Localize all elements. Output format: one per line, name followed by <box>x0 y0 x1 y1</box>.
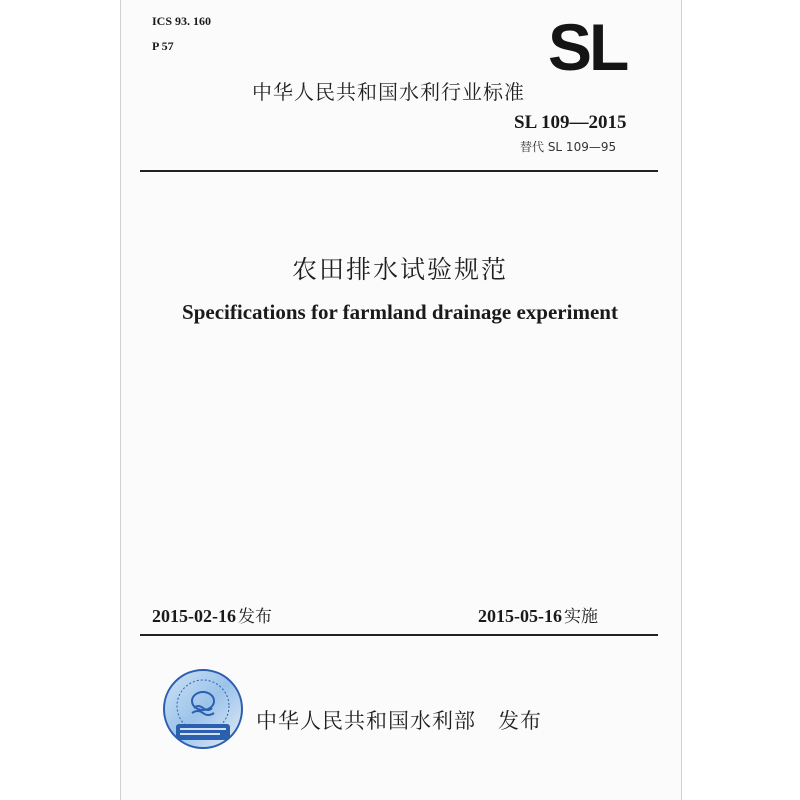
issuer <box>256 705 542 735</box>
publish-date-value: 2015-02-16 <box>152 606 236 626</box>
ics-code: ICS 93. 160 <box>152 14 212 28</box>
sl-logo: SL <box>548 10 627 84</box>
p-code: P 57 <box>152 39 174 53</box>
anti-counterfeit-seal-icon <box>162 668 244 750</box>
title-english: Specifications for farmland drainage experiment <box>182 300 618 324</box>
title-chinese: 农田排水试验规范 <box>291 255 508 284</box>
publish-date <box>152 602 272 627</box>
bottom-divider <box>140 634 658 636</box>
issue-word: 发布 <box>498 709 542 733</box>
implement-date <box>478 602 598 627</box>
implement-label: 实施 <box>564 607 598 627</box>
top-divider <box>140 170 658 172</box>
industry-standard-title: 中华人民共和国水利行业标准 <box>252 80 525 104</box>
issuer-name: 中华人民共和国水利部 <box>256 709 476 733</box>
implement-date-value: 2015-05-16 <box>478 606 562 626</box>
standard-code: SL 109—2015 <box>514 112 627 133</box>
publish-label: 发布 <box>238 607 272 627</box>
replaces-note: 替代 SL 109—95 <box>520 140 617 154</box>
